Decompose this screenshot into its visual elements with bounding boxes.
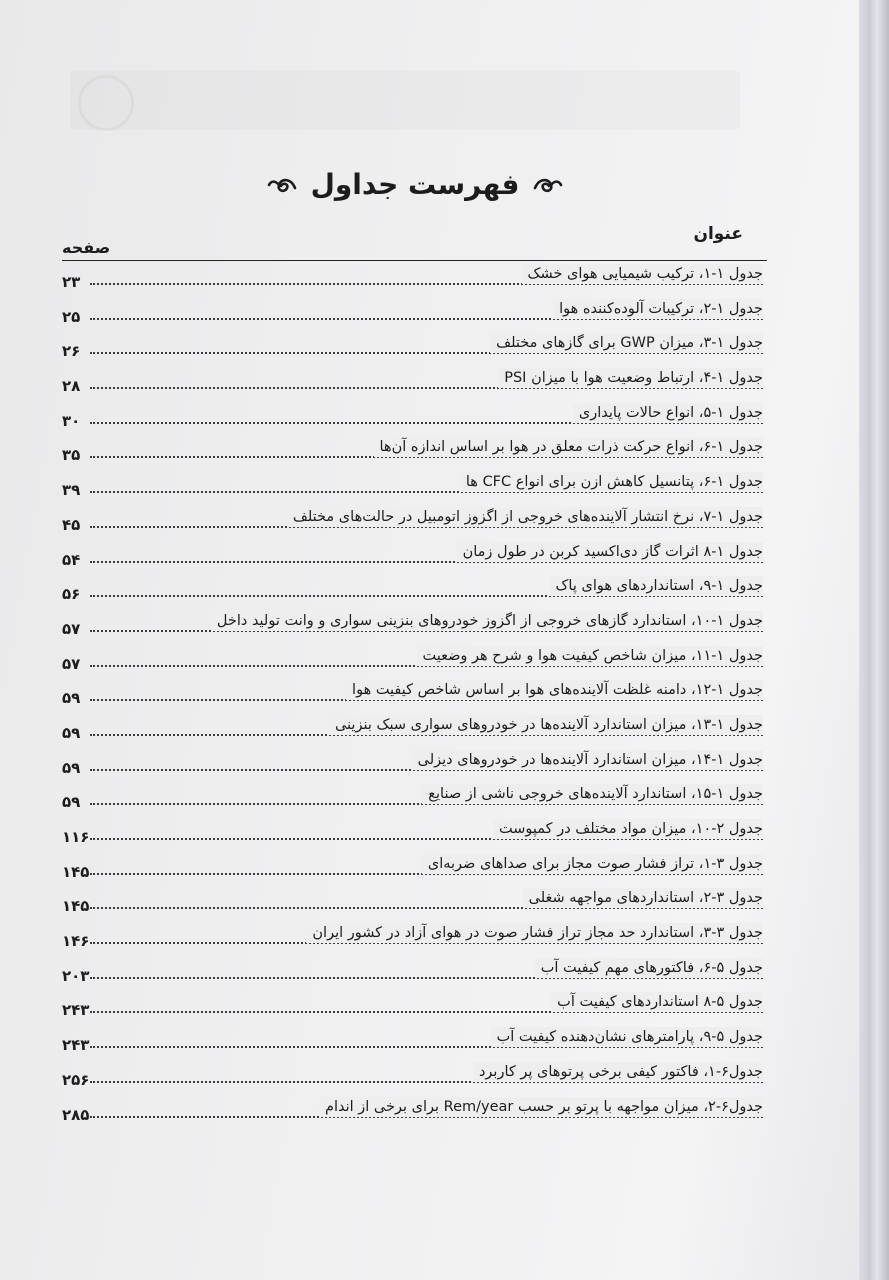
toc-entry-page-number: ۲۶ — [62, 342, 81, 361]
toc-entry-title: جدول ۳-۲، استانداردهای مواجهه شغلی — [523, 888, 763, 908]
toc-entry-page-number: ۵۹ — [62, 793, 81, 812]
toc-entry-title: جدول ۲-۱۰، میزان مواد مختلف در کمپوست — [493, 819, 763, 839]
toc-entry-title: جدول ۱-۲، ترکیبات آلوده‌کننده هوا — [553, 299, 763, 319]
ornament-left-icon — [267, 174, 297, 196]
toc-entry-page-number: ۲۸ — [62, 377, 81, 396]
toc-entry-page-number: ۳۵ — [62, 446, 81, 465]
toc-entry-title: جدول ۱-۱۳، میزان استاندارد آلاینده‌ها در خودروهای سواری سبک بنزینی — [329, 715, 763, 735]
show-through-emblem — [78, 75, 134, 131]
toc-entry-page-number: ۵۷ — [62, 654, 81, 673]
toc-entry-title: جدول ۵-۶، فاکتورهای مهم کیفیت آب — [535, 958, 763, 978]
toc-entry-title: جدول ۱-۸ اثرات گاز دی‌اکسید کربن در طول زمان — [457, 542, 763, 562]
toc-entry[interactable] — [62, 817, 767, 852]
toc-entry-page-number: ۵۴ — [62, 550, 81, 569]
toc-entry[interactable] — [62, 435, 767, 470]
page-title-row — [267, 168, 564, 201]
toc-entry[interactable] — [62, 956, 767, 991]
toc-entry-page-number: ۵۹ — [62, 723, 81, 742]
title-column-label: عنوان — [693, 224, 743, 244]
toc-entry[interactable] — [62, 713, 767, 748]
toc-entry[interactable] — [62, 470, 767, 505]
toc-entry-page-number: ۲۰۳ — [62, 966, 90, 985]
toc-entry-page-number: ۵۶ — [62, 585, 81, 604]
toc-entry-title: جدول ۵-۸ استانداردهای کیفیت آب — [551, 992, 763, 1012]
toc-entry-title: جدول۶-۲، میزان مواجهه با پرتو بر حسب Rem/year برای برخی از اندام — [319, 1097, 763, 1117]
toc-entry-title: جدول ۱-۶، پتانسیل کاهش ازن برای انواع CFC ها — [460, 472, 763, 492]
toc-entry-page-number: ۳۹ — [62, 481, 81, 500]
table-of-tables-list — [62, 262, 767, 1129]
toc-entry[interactable] — [62, 540, 767, 575]
toc-entry-title: جدول ۱-۷، نرخ انتشار آلاینده‌های خروجی از اگزوز اتومبیل در حالت‌های مختلف — [287, 507, 763, 527]
toc-entry[interactable] — [62, 886, 767, 921]
toc-entry[interactable] — [62, 297, 767, 332]
toc-entry-page-number: ۲۸۵ — [62, 1105, 90, 1124]
toc-entry-page-number: ۵۹ — [62, 758, 81, 777]
page-column-label: صفحه — [62, 238, 111, 257]
toc-entry[interactable] — [62, 782, 767, 817]
toc-entry-page-number: ۲۴۳ — [62, 1001, 90, 1020]
toc-entry-page-number: ۲۵ — [62, 307, 81, 326]
toc-entry-page-number: ۱۴۶ — [62, 932, 90, 951]
toc-entry[interactable] — [62, 1095, 767, 1130]
toc-entry[interactable] — [62, 921, 767, 956]
toc-entry[interactable] — [62, 1025, 767, 1060]
toc-entry[interactable] — [62, 505, 767, 540]
toc-entry-page-number: ۵۷ — [62, 619, 81, 638]
toc-entry-title: جدول ۱-۹، استانداردهای هوای پاک — [549, 576, 763, 596]
toc-entry-title: جدول ۱-۱۲، دامنه غلظت آلاینده‌های هوا بر اساس شاخص کیفیت هوا — [346, 680, 763, 700]
toc-entry-title: جدول ۱-۱۵، استاندارد آلاینده‌های خروجی ناشی از صنایع — [422, 784, 763, 804]
toc-entry[interactable] — [62, 990, 767, 1025]
toc-entry-title: جدول ۱-۳، میزان GWP برای گازهای مختلف — [490, 333, 763, 353]
toc-entry[interactable] — [62, 644, 767, 679]
toc-entry[interactable] — [62, 1060, 767, 1095]
toc-entry-title: جدول ۱-۱۱، میزان شاخص کیفیت هوا و شرح هر وضعیت — [417, 646, 764, 666]
page-title: فهرست جداول — [310, 168, 520, 201]
toc-entry-title: جدول ۱-۴، ارتباط وضعیت هوا با میزان PSI — [498, 368, 763, 388]
toc-entry[interactable] — [62, 401, 767, 436]
column-header — [62, 224, 767, 261]
toc-entry-title: جدول ۱-۱۴، میزان استاندارد آلاینده‌ها در خودروهای دیزلی — [412, 750, 763, 770]
toc-entry-page-number: ۲۳ — [62, 273, 81, 291]
toc-entry-title: جدول ۱-۱، ترکیب شیمیایی هوای خشک — [522, 264, 763, 284]
toc-entry-page-number: ۴۵ — [62, 515, 81, 534]
toc-entry-title: جدول ۱-۱۰، استاندارد گازهای خروجی از اگزوز خودروهای بنزینی سواری و وانت تولید داخل — [211, 611, 763, 631]
show-through-header-band — [70, 70, 740, 130]
toc-entry[interactable] — [62, 609, 767, 644]
ornament-right-icon — [533, 174, 563, 196]
toc-entry-page-number: ۱۴۵ — [62, 862, 90, 881]
toc-entry[interactable] — [62, 574, 767, 609]
toc-entry[interactable] — [62, 678, 767, 713]
toc-entry-title: جدول۶-۱، فاکتور کیفی برخی پرتوهای پر کاربرد — [473, 1062, 763, 1082]
toc-entry-page-number: ۳۰ — [62, 411, 81, 430]
toc-entry-page-number: ۲۵۶ — [62, 1070, 90, 1089]
toc-entry[interactable] — [62, 366, 767, 401]
toc-entry-title: جدول ۳-۱، تراز فشار صوت مجاز برای صداهای ضربه‌ای — [422, 854, 763, 874]
title-block — [0, 168, 830, 201]
toc-entry[interactable] — [62, 748, 767, 783]
toc-entry-title: جدول ۳-۳، استاندارد حد مجاز تراز فشار صوت در هوای آزاد در کشور ایران — [306, 923, 763, 943]
book-page-edge — [859, 0, 889, 1280]
toc-entry-title: جدول ۵-۹، پارامترهای نشان‌دهنده کیفیت آب — [491, 1027, 763, 1047]
toc-entry-title: جدول ۱-۵، انواع حالات پایداری — [573, 403, 763, 423]
toc-entry[interactable] — [62, 331, 767, 366]
toc-entry[interactable] — [62, 262, 767, 297]
toc-entry-title: جدول ۱-۶، انواع حرکت ذرات معلق در هوا بر اساس اندازه آن‌ها — [374, 437, 763, 457]
toc-entry-page-number: ۲۴۳ — [62, 1036, 90, 1055]
toc-entry-page-number: ۱۴۵ — [62, 897, 90, 916]
toc-entry[interactable] — [62, 852, 767, 887]
toc-entry-page-number: ۱۱۶ — [62, 828, 90, 846]
toc-entry-page-number: ۵۹ — [62, 689, 81, 708]
